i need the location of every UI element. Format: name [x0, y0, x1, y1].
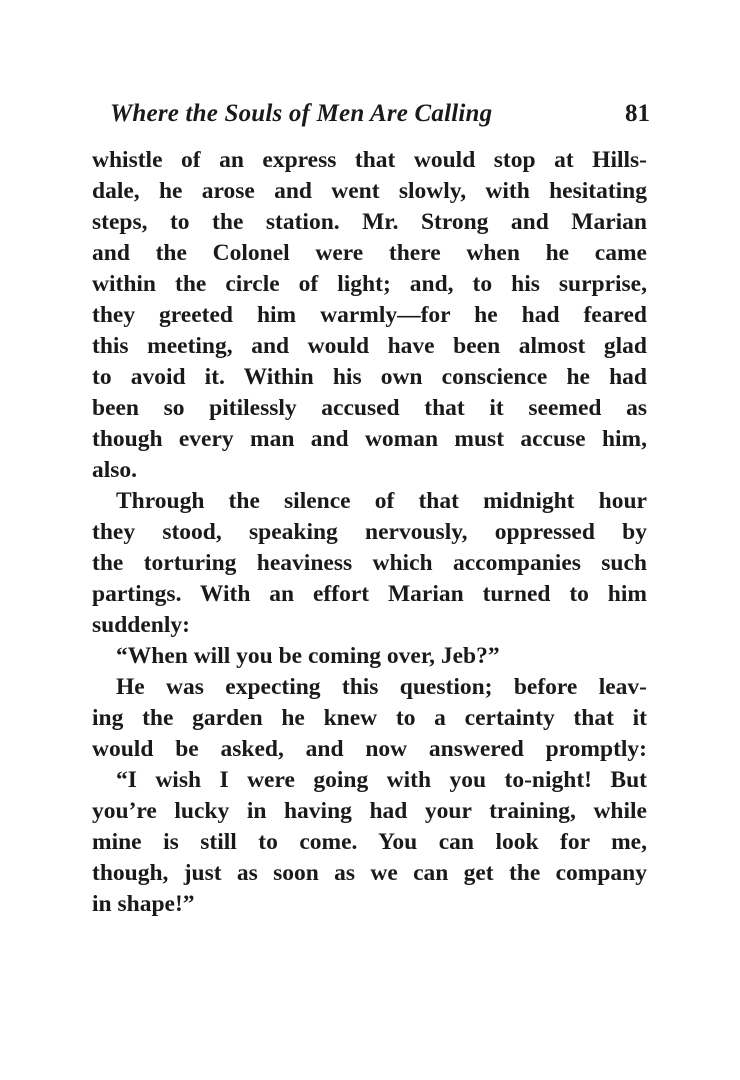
body-text: [92, 145, 647, 920]
text-line: in shape!”: [92, 891, 195, 917]
text-line: partings. With an effort Marian turned to him: [92, 581, 647, 607]
page-number: 81: [625, 100, 650, 127]
text-line: the torturing heaviness which accompanies such: [92, 550, 647, 576]
running-header: [110, 96, 650, 132]
text-line: though, just as soon as we can get the company: [92, 860, 647, 886]
text-line: mine is still to come. You can look for me,: [92, 829, 647, 855]
running-header-title: Where the Souls of Men Are Calling: [110, 100, 493, 127]
text-line: they stood, speaking nervously, oppressed by: [92, 519, 647, 545]
text-line: you’re lucky in having had your training, while: [92, 798, 647, 824]
text-line: within the circle of light; and, to his surprise,: [92, 271, 647, 297]
text-line: though every man and woman must accuse him,: [92, 426, 647, 452]
text-line: steps, to the station. Mr. Strong and Marian: [92, 209, 647, 235]
text-line: this meeting, and would have been almost glad: [92, 333, 647, 359]
text-line: dale, he arose and went slowly, with hesitating: [92, 178, 647, 204]
text-line: “When will you be coming over, Jeb?”: [116, 643, 500, 669]
text-line: to avoid it. Within his own conscience he had: [92, 364, 647, 390]
text-line: they greeted him warmly—for he had feared: [92, 302, 647, 328]
text-line: would be asked, and now answered promptly:: [92, 736, 647, 762]
text-line: He was expecting this question; before leav-: [116, 674, 647, 700]
text-line: whistle of an express that would stop at Hills-: [92, 147, 647, 173]
text-line: Through the silence of that midnight hour: [116, 488, 647, 514]
text-line: suddenly:: [92, 612, 190, 638]
text-line: ing the garden he knew to a certainty that it: [92, 705, 647, 731]
text-line: and the Colonel were there when he came: [92, 240, 647, 266]
text-line: also.: [92, 457, 138, 483]
text-line: “I wish I were going with you to-night! But: [116, 767, 647, 793]
text-line: been so pitilessly accused that it seemed as: [92, 395, 647, 421]
